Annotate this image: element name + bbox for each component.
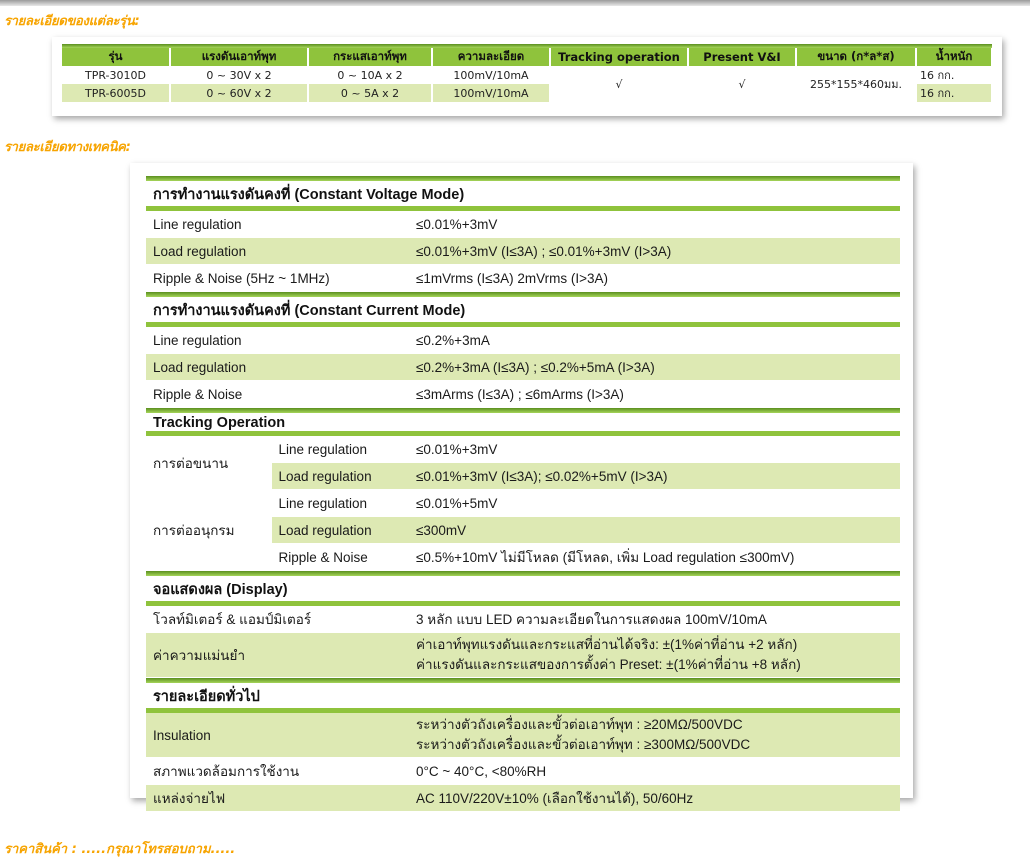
spec-label: Ripple & Noise [146, 381, 409, 408]
insulation-line-2: ระหว่างตัวถังเครื่องและขั้วต่อเอาท์พุท : ≥300MΩ/500VDC [416, 737, 751, 752]
section-header-display [146, 571, 900, 604]
spec-value: ≤0.01%+3mV (I≤3A) ; ≤0.01%+3mV (I>3A) [409, 238, 900, 265]
col-header-model: รุ่น [62, 48, 170, 66]
section-header-cc [146, 292, 900, 325]
table-row [146, 265, 900, 292]
spec-label: โวลท์มิเตอร์ & แอมป์มิเตอร์ [146, 604, 409, 633]
spec-value [409, 711, 900, 758]
spec-value: ≤0.5%+10mV ไม่มีโหลด (มีโหลด, เพิ่ม Load regulation ≤300mV) [409, 544, 900, 571]
spec-value: ≤0.01%+5mV [409, 490, 900, 517]
col-header-current: กระแสเอาท์พุท [308, 48, 432, 66]
section-title: การทำงานแรงดันคงที่ (Constant Voltage Mode) [153, 187, 465, 203]
col-header-size: ขนาด (ก*ล*ส) [796, 48, 916, 66]
spec-label: Insulation [146, 711, 409, 758]
table-row [146, 711, 900, 758]
model-cell: TPR-6005D [62, 84, 170, 102]
top-border [0, 0, 1030, 6]
current-cell: 0 ~ 10A x 2 [308, 66, 432, 84]
table-row [146, 604, 900, 633]
models-table [62, 44, 993, 102]
section-title: จอแสดงผล (Display) [153, 582, 288, 598]
spec-value: 3 หลัก แบบ LED ความละเอียดในการแสดงผล 100mV/10mA [409, 604, 900, 633]
section-header-cv [146, 176, 900, 209]
table-row [62, 66, 992, 84]
resolution-cell: 100mV/10mA [432, 84, 550, 102]
section-title: การทำงานแรงดันคงที่ (Constant Current Mode) [153, 303, 466, 319]
size-cell: 255*155*460มม. [796, 66, 916, 102]
spec-label: Load regulation [146, 354, 409, 381]
table-row [146, 238, 900, 265]
table-row [146, 633, 900, 678]
spec-label: Load regulation [271, 517, 409, 544]
table-row [146, 434, 900, 463]
table-row [146, 785, 900, 812]
accuracy-line-1: ค่าเอาท์พุทแรงดันและกระแสที่อ่านได้จริง: ±(1%ค่าที่อ่าน +2 หลัก) [416, 637, 798, 652]
spec-label: Line regulation [271, 490, 409, 517]
parallel-label: การต่อขนาน [146, 434, 271, 490]
spec-label: Load regulation [271, 463, 409, 490]
spec-value: ≤1mVrms (I≤3A) 2mVrms (I>3A) [409, 265, 900, 292]
voltage-cell: 0 ~ 30V x 2 [170, 66, 308, 84]
insulation-line-1: ระหว่างตัวถังเครื่องและขั้วต่อเอาท์พุท : ≥20MΩ/500VDC [416, 717, 743, 732]
spec-value: ≤0.01%+3mV [409, 209, 900, 238]
table-row [146, 758, 900, 785]
spec-label: Line regulation [146, 209, 409, 238]
weight-cell: 16 กก. [916, 66, 992, 84]
accuracy-line-2: ค่าแรงดันและกระแสของการตั้งค่า Preset: ±(1%ค่าที่อ่าน +8 หลัก) [416, 657, 801, 672]
table-row [146, 490, 900, 517]
spec-label: Load regulation [146, 238, 409, 265]
price-note: ราคาสินค้า : .....กรุณาโทรสอบถาม..... [4, 842, 236, 857]
section-header-tracking [146, 408, 900, 434]
tracking-check: √ [550, 66, 688, 102]
col-header-weight: น้ำหนัก [916, 48, 992, 66]
spec-label: Ripple & Noise [271, 544, 409, 571]
spec-label: ค่าความแม่นยำ [146, 633, 409, 678]
spec-label: สภาพแวดล้อมการใช้งาน [146, 758, 409, 785]
table-row [146, 325, 900, 354]
spec-value: ≤0.01%+3mV (I≤3A); ≤0.02%+5mV (I>3A) [409, 463, 900, 490]
spec-label: Ripple & Noise (5Hz ~ 1MHz) [146, 265, 409, 292]
spec-panel [130, 163, 913, 806]
current-cell: 0 ~ 5A x 2 [308, 84, 432, 102]
col-header-voltage: แรงดันเอาท์พุท [170, 48, 308, 66]
table-row [146, 354, 900, 381]
spec-value: ≤3mArms (I≤3A) ; ≤6mArms (I>3A) [409, 381, 900, 408]
spec-label: Line regulation [146, 325, 409, 354]
spec-label: Line regulation [271, 434, 409, 463]
models-heading: รายละเอียดของแต่ละรุ่น: [4, 14, 140, 29]
spec-value: ≤0.2%+3mA [409, 325, 900, 354]
model-cell: TPR-3010D [62, 66, 170, 84]
spec-table [146, 176, 900, 812]
col-header-present: Present V&I [688, 48, 796, 66]
section-title: รายละเอียดทั่วไป [153, 689, 260, 705]
spec-value: AC 110V/220V±10% (เลือกใช้งานได้), 50/60Hz [409, 785, 900, 812]
resolution-cell: 100mV/10mA [432, 66, 550, 84]
models-panel [52, 37, 1002, 116]
spec-value: ≤300mV [409, 517, 900, 544]
voltage-cell: 0 ~ 60V x 2 [170, 84, 308, 102]
present-check: √ [688, 66, 796, 102]
series-label: การต่ออนุกรม [146, 490, 271, 571]
spec-value [409, 633, 900, 678]
weight-cell: 16 กก. [916, 84, 992, 102]
section-header-general [146, 678, 900, 711]
spec-value: ≤0.01%+3mV [409, 434, 900, 463]
table-row [146, 381, 900, 408]
technical-heading: รายละเอียดทางเทคนิค: [4, 140, 131, 155]
spec-value: ≤0.2%+3mA (I≤3A) ; ≤0.2%+5mA (I>3A) [409, 354, 900, 381]
section-title: Tracking Operation [153, 415, 286, 431]
table-row [146, 209, 900, 238]
spec-label: แหล่งจ่ายไฟ [146, 785, 409, 812]
col-header-resolution: ความละเอียด [432, 48, 550, 66]
col-header-tracking: Tracking operation [550, 48, 688, 66]
spec-value: 0°C ~ 40°C, <80%RH [409, 758, 900, 785]
models-header-row [62, 48, 992, 66]
